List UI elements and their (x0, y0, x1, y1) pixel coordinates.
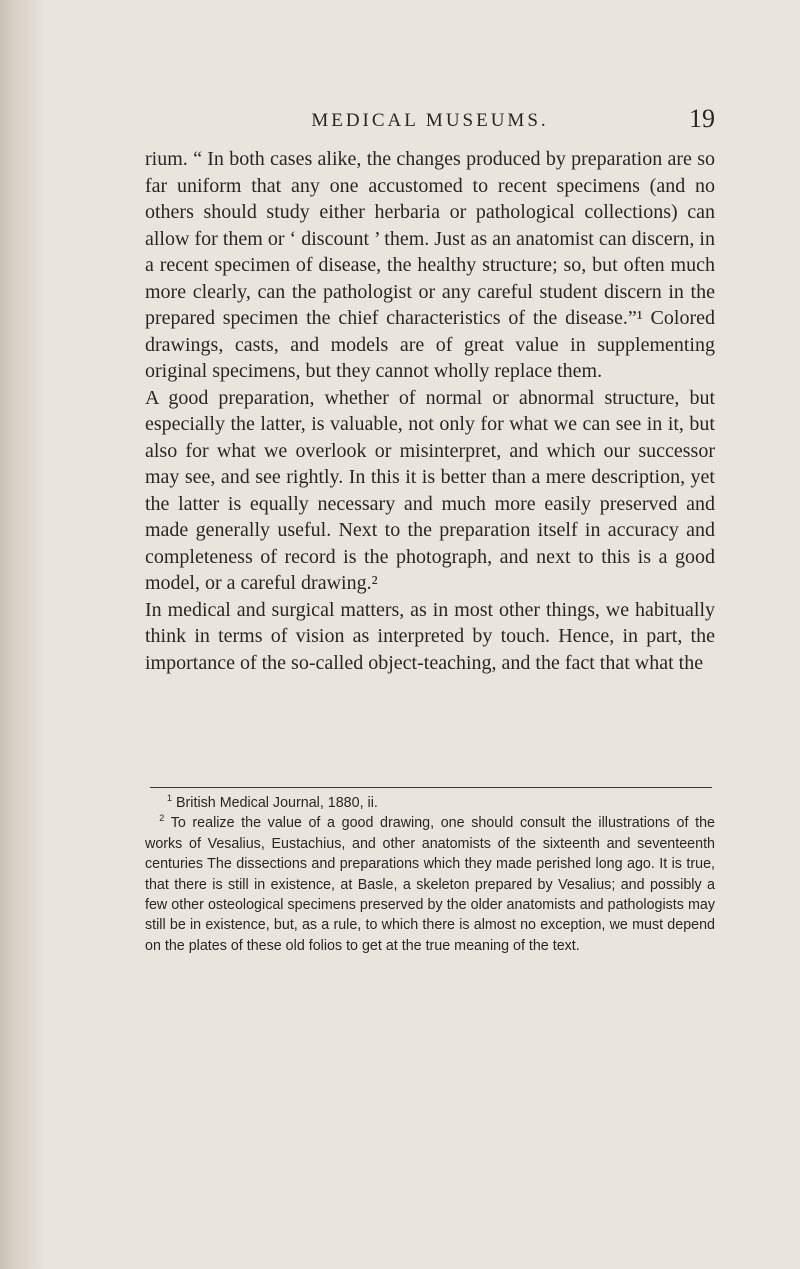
page-number: 19 (689, 104, 715, 133)
footnote-text: British Medical Journal, 1880, ii. (176, 795, 378, 811)
footnotes (145, 793, 715, 956)
paragraph: rium. “ In both cases alike, the changes produced by preparation are so far uniform that any one accustomed to recent specimens (and no others should study either herbaria or pathological collections) can allow for them or ‘ discount ’ them. Just as an anatomist can discern, in a recent specimen of disease, the healthy structure; so, but often much more clearly, can the pathologist or any careful student discern in the prepared specimen the chief characteristics of the disease.”¹ Colored drawings, casts, and models are of great value in supplementing original specimens, but they cannot wholly replace them. (145, 148, 715, 382)
running-title: MEDICAL MUSEUMS. (311, 110, 549, 131)
footnote-divider (150, 787, 712, 788)
footnote-text: To realize the value of a good drawing, one should consult the illustrations of the works of Vesalius, Eustachius, and other anatomists of the sixteenth and seventeenth centuries The dissections and preparations which they made perished long ago. It is true, that there is still in existence, at Basle, a skeleton prepared by Vesalius; and possibly a few other osteological specimens preserved by the older anatomists and pathologists may still be in existence, but, as a rule, to which there is almost no exception, we must depend on the plates of these old folios to get at the true meaning of the text. (145, 815, 715, 954)
footnote (145, 793, 715, 813)
paragraph: In medical and surgical matters, as in most other things, we habitually think in terms of vision as interpreted by touch. Hence, in part, the importance of the so-called object-teaching, and the fact that what the (145, 598, 715, 674)
footnote-mark: 1 (167, 793, 173, 804)
page-header (145, 104, 715, 138)
paragraph: A good preparation, whether of normal or abnormal structure, but especially the latter, is valuable, not only for what we can see in it, but also for what we overlook or misinterpret, and which our successor may see, and see rightly. In this it is better than a mere description, yet the latter is equally necessary and much more easily preserved and made generally useful. Next to the preparation itself in accuracy and completeness of record is the photograph, and next to this is a good model, or a careful drawing.² (145, 386, 715, 594)
page-binding-edge (0, 0, 42, 1269)
body-text (145, 146, 715, 676)
footnote (145, 813, 715, 956)
footnote-mark: 2 (159, 813, 165, 824)
